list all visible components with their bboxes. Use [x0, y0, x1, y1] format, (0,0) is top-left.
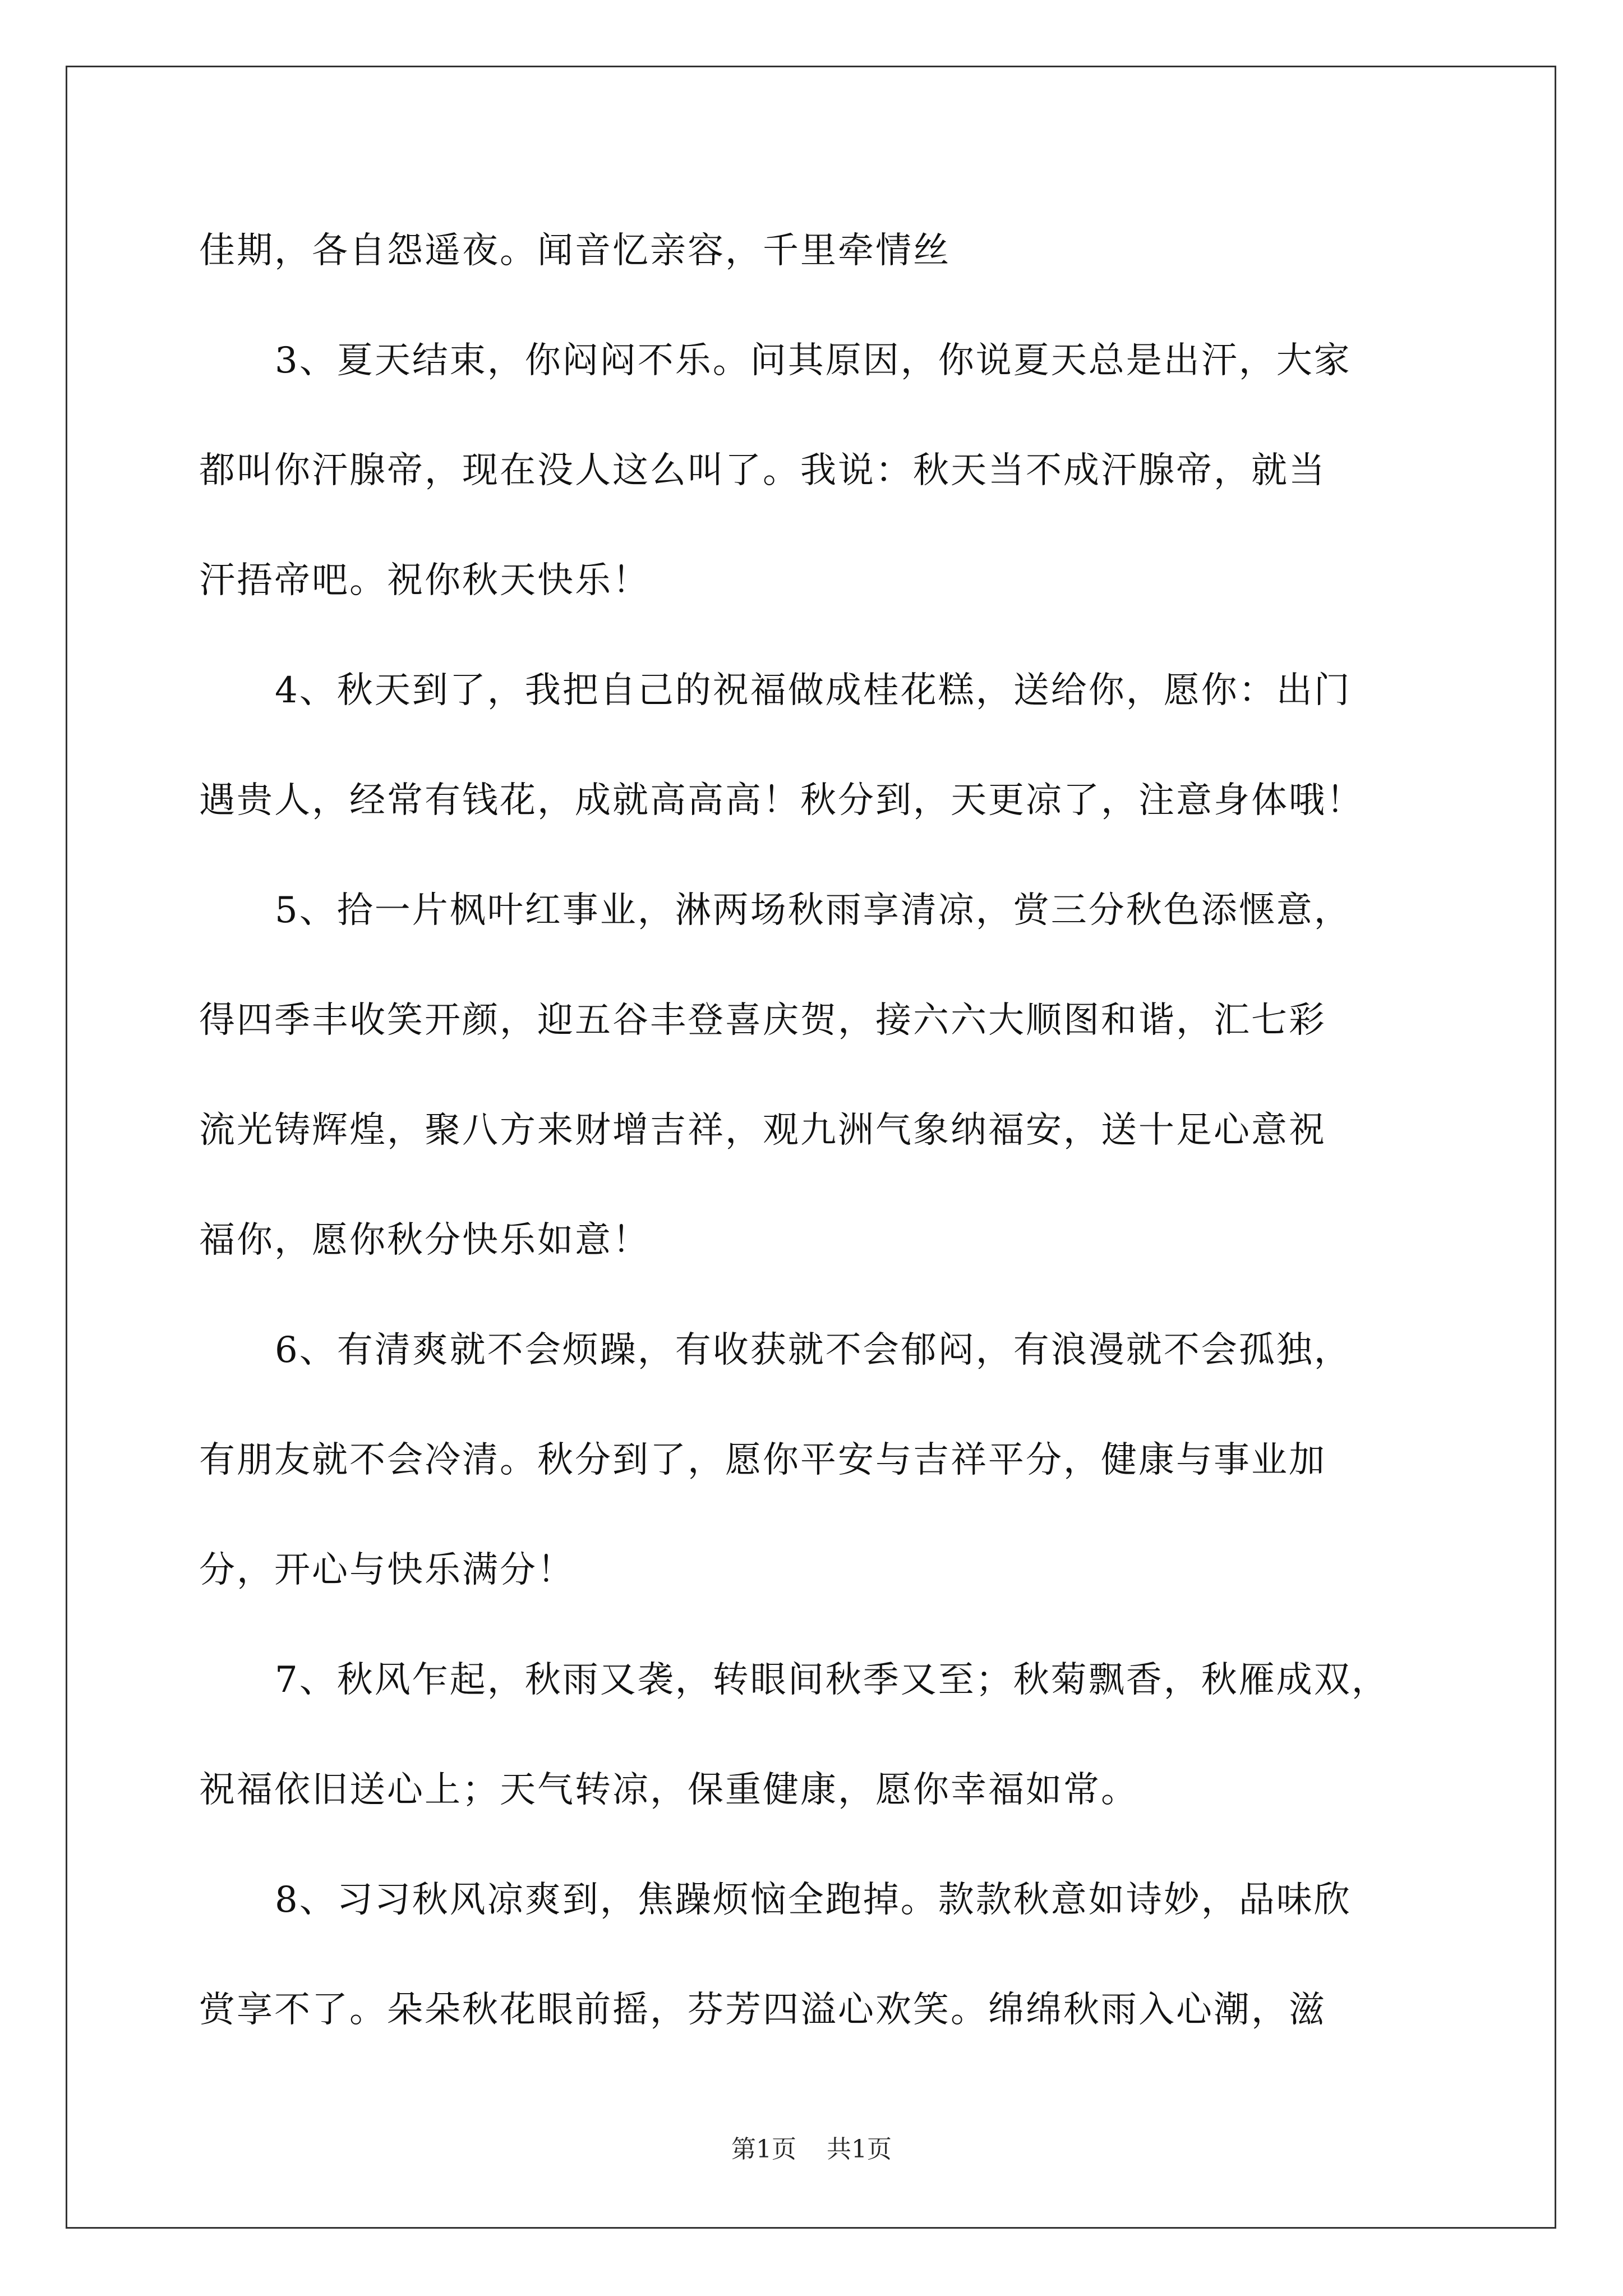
text-line: 遇贵人，经常有钱花，成就高高高！秋分到，天更凉了，注意身体哦！ — [199, 780, 1364, 821]
page-number-current: 第1页 — [731, 2135, 796, 2164]
text-line: 5、拾一片枫叶红事业，淋两场秋雨享清凉，赏三分秋色添惬意， — [275, 890, 1352, 931]
page-footer — [0, 2133, 1623, 2166]
document-body — [199, 213, 1427, 2082]
text-line: 福你，愿你秋分快乐如意！ — [199, 1220, 650, 1261]
text-line: 汗捂帝吧。祝你秋天快乐！ — [199, 560, 650, 601]
text-line: 祝福依旧送心上；天气转凉，保重健康，愿你幸福如常。 — [199, 1769, 1138, 1811]
text-line: 得四季丰收笑开颜，迎五谷丰登喜庆贺，接六六大顺图和谐，汇七彩 — [199, 1000, 1326, 1041]
text-line: 都叫你汗腺帝，现在没人这么叫了。我说：秋天当不成汗腺帝，就当 — [199, 450, 1326, 491]
text-line: 4、秋天到了，我把自己的祝福做成桂花糕，送给你，愿你：出门 — [275, 670, 1352, 711]
text-line: 有朋友就不会冷清。秋分到了，愿你平安与吉祥平分，健康与事业加 — [199, 1439, 1326, 1481]
page-number-total: 共1页 — [827, 2135, 892, 2164]
text-line: 7、秋风乍起，秋雨又袭，转眼间秋季又至；秋菊飘香，秋雁成双， — [275, 1659, 1389, 1701]
text-line: 佳期，各自怨遥夜。闻音忆亲容，千里牵情丝 — [199, 230, 951, 272]
text-line: 赏享不了。朵朵秋花眼前摇，芬芳四溢心欢笑。绵绵秋雨入心潮，滋 — [199, 1989, 1326, 2031]
text-line: 8、习习秋风凉爽到，焦躁烦恼全跑掉。款款秋意如诗妙，品味欣 — [275, 1879, 1352, 1921]
text-line: 3、夏天结束，你闷闷不乐。问其原因，你说夏天总是出汗，大家 — [275, 340, 1352, 381]
text-line: 6、有清爽就不会烦躁，有收获就不会郁闷，有浪漫就不会孤独， — [275, 1329, 1352, 1371]
text-line: 流光铸辉煌，聚八方来财增吉祥，观九洲气象纳福安，送十足心意祝 — [199, 1110, 1326, 1151]
text-line: 分，开心与快乐满分！ — [199, 1549, 575, 1591]
